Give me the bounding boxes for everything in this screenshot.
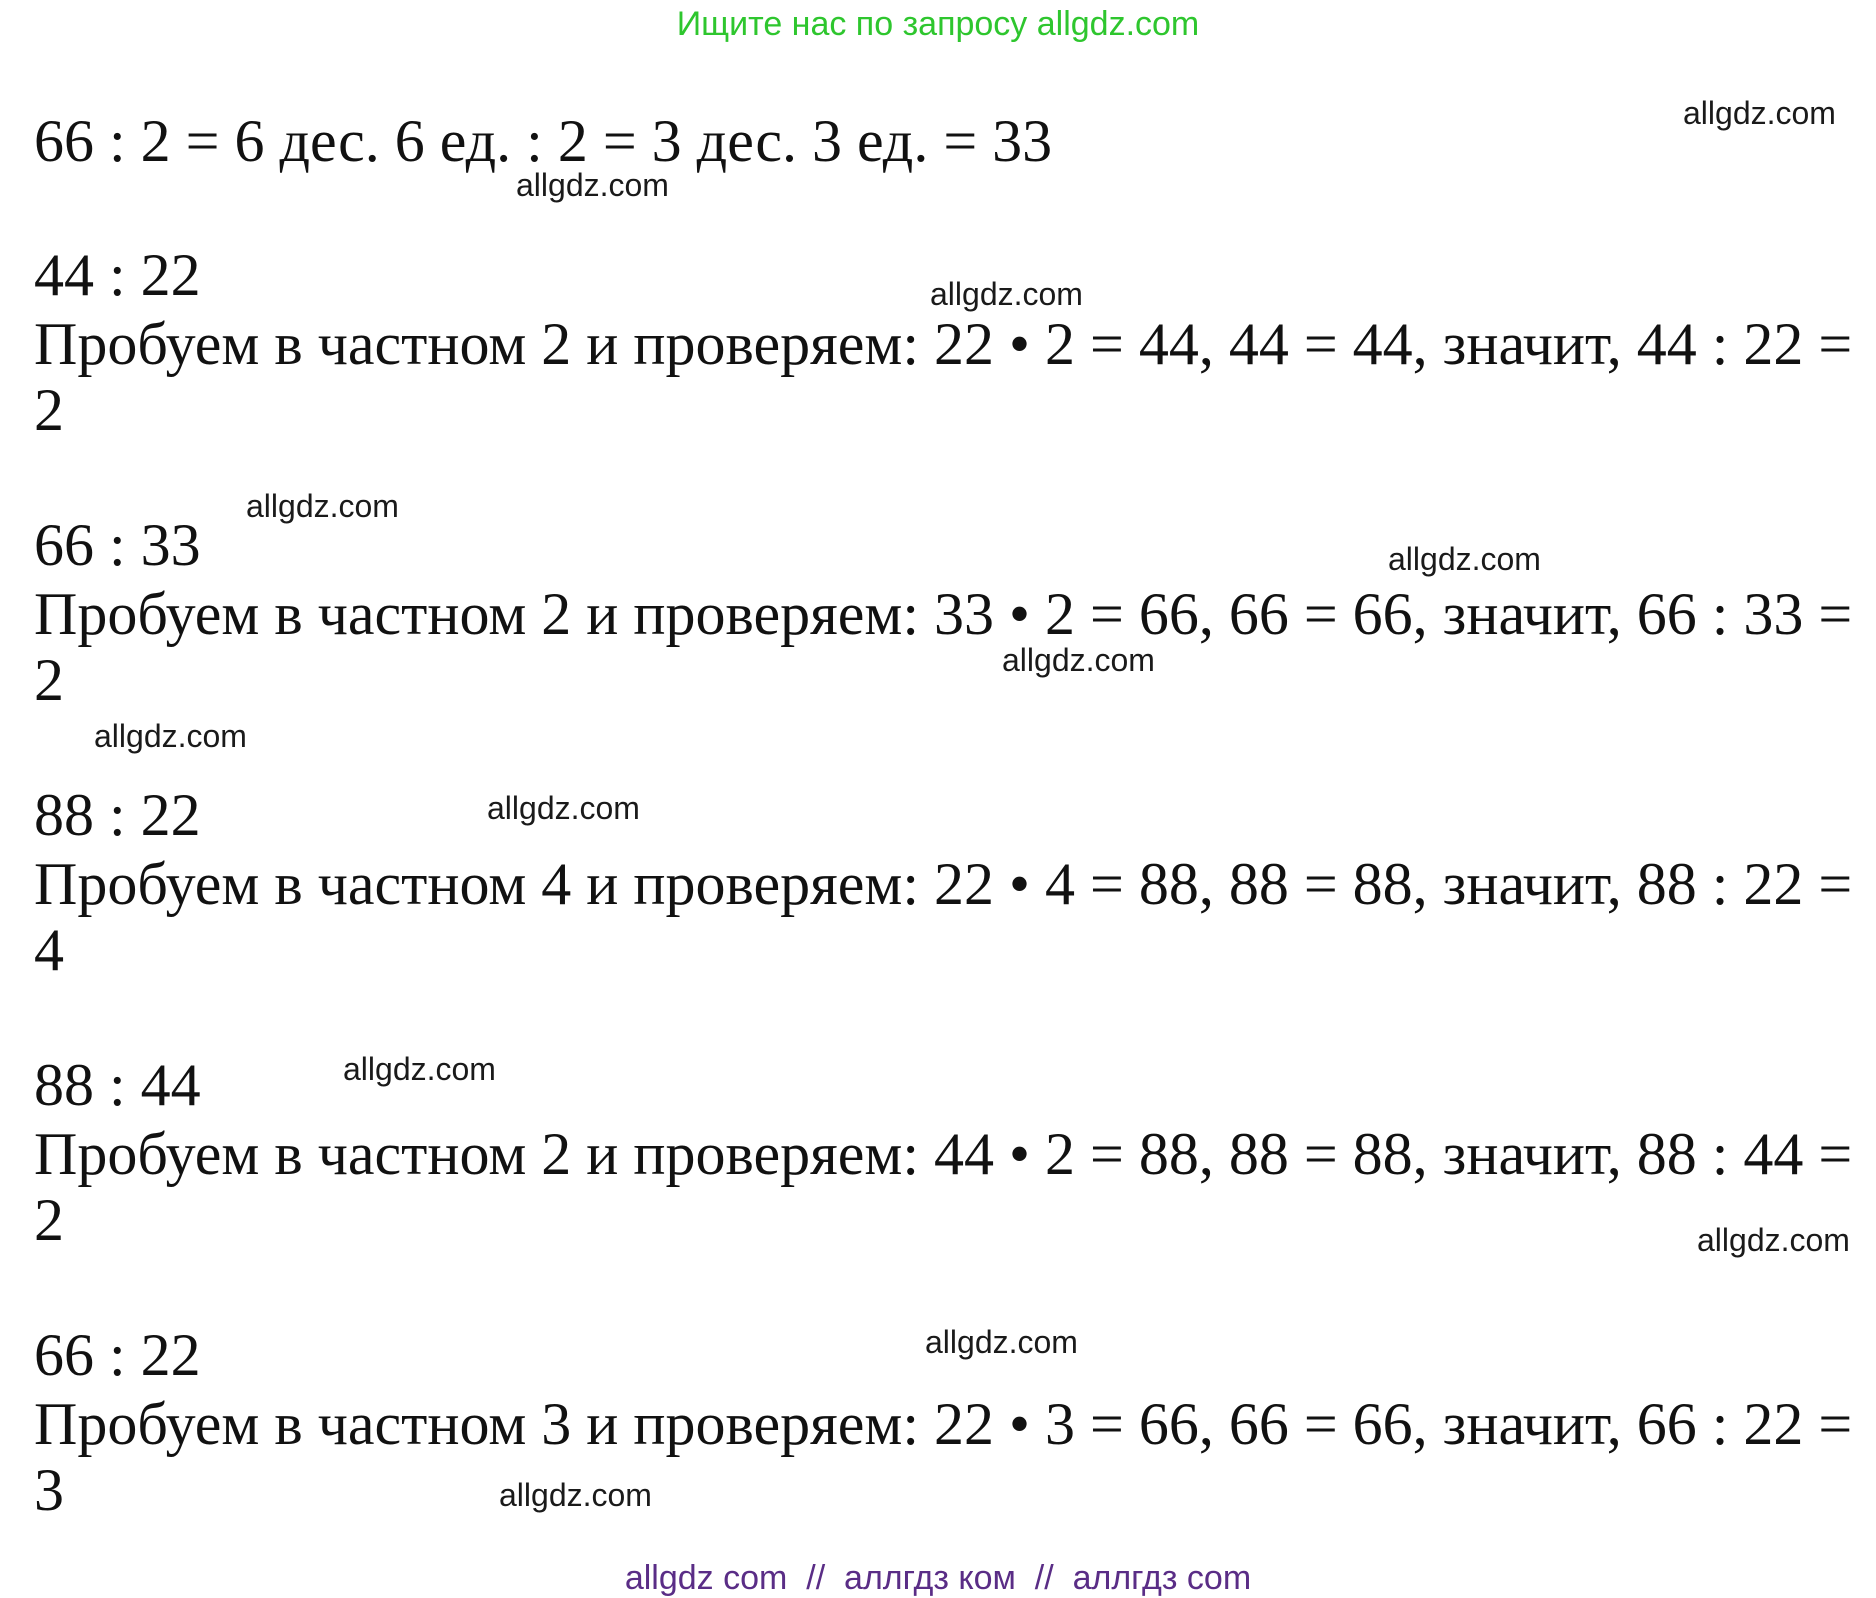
problem-5-answer: 3 — [34, 1457, 64, 1523]
problem-4-expression: 88 : 44 — [34, 1052, 201, 1118]
problem-2-answer: 2 — [34, 647, 64, 713]
watermark: allgdz.com — [1002, 642, 1155, 678]
problem-1-answer: 2 — [34, 377, 64, 443]
problem-5-expression: 66 : 22 — [34, 1322, 201, 1388]
problem-1-expression: 44 : 22 — [34, 242, 201, 308]
watermark: allgdz.com — [487, 790, 640, 826]
problem-2-explanation: Пробуем в частном 2 и проверяем: 33 • 2 = 66, 66 = 66, значит, 66 : 33 = — [34, 581, 1853, 647]
top-banner: Ищите нас по запросу allgdz.com — [676, 5, 1200, 43]
problem-3-explanation: Пробуем в частном 4 и проверяем: 22 • 4 = 88, 88 = 88, значит, 88 : 22 = — [34, 851, 1853, 917]
problem-2-expression: 66 : 33 — [34, 512, 201, 578]
watermark: allgdz.com — [94, 718, 247, 754]
problem-5-explanation: Пробуем в частном 3 и проверяем: 22 • 3 = 66, 66 = 66, значит, 66 : 22 = — [34, 1391, 1853, 1457]
watermark: allgdz.com — [930, 276, 1083, 312]
equation-line-1: 66 : 2 = 6 дес. 6 ед. : 2 = 3 дес. 3 ед. = 33 — [34, 108, 1053, 174]
watermark: allgdz.com — [499, 1477, 652, 1513]
problem-4-explanation: Пробуем в частном 2 и проверяем: 44 • 2 = 88, 88 = 88, значит, 88 : 44 = — [34, 1121, 1853, 1187]
watermark: allgdz.com — [246, 488, 399, 524]
problem-3-answer: 4 — [34, 917, 64, 983]
watermark: allgdz.com — [1697, 1222, 1850, 1258]
problem-4-answer: 2 — [34, 1187, 64, 1253]
watermark: allgdz.com — [343, 1051, 496, 1087]
watermark: allgdz.com — [925, 1324, 1078, 1360]
watermark: allgdz.com — [1683, 95, 1836, 131]
problem-3-expression: 88 : 22 — [34, 782, 201, 848]
watermark: allgdz.com — [1388, 541, 1541, 577]
problem-1-explanation: Пробуем в частном 2 и проверяем: 22 • 2 = 44, 44 = 44, значит, 44 : 22 = — [34, 311, 1853, 377]
watermark: allgdz.com — [516, 167, 669, 203]
footer-text: allgdz com // аллгдз ком // аллгдз com — [624, 1559, 1252, 1597]
